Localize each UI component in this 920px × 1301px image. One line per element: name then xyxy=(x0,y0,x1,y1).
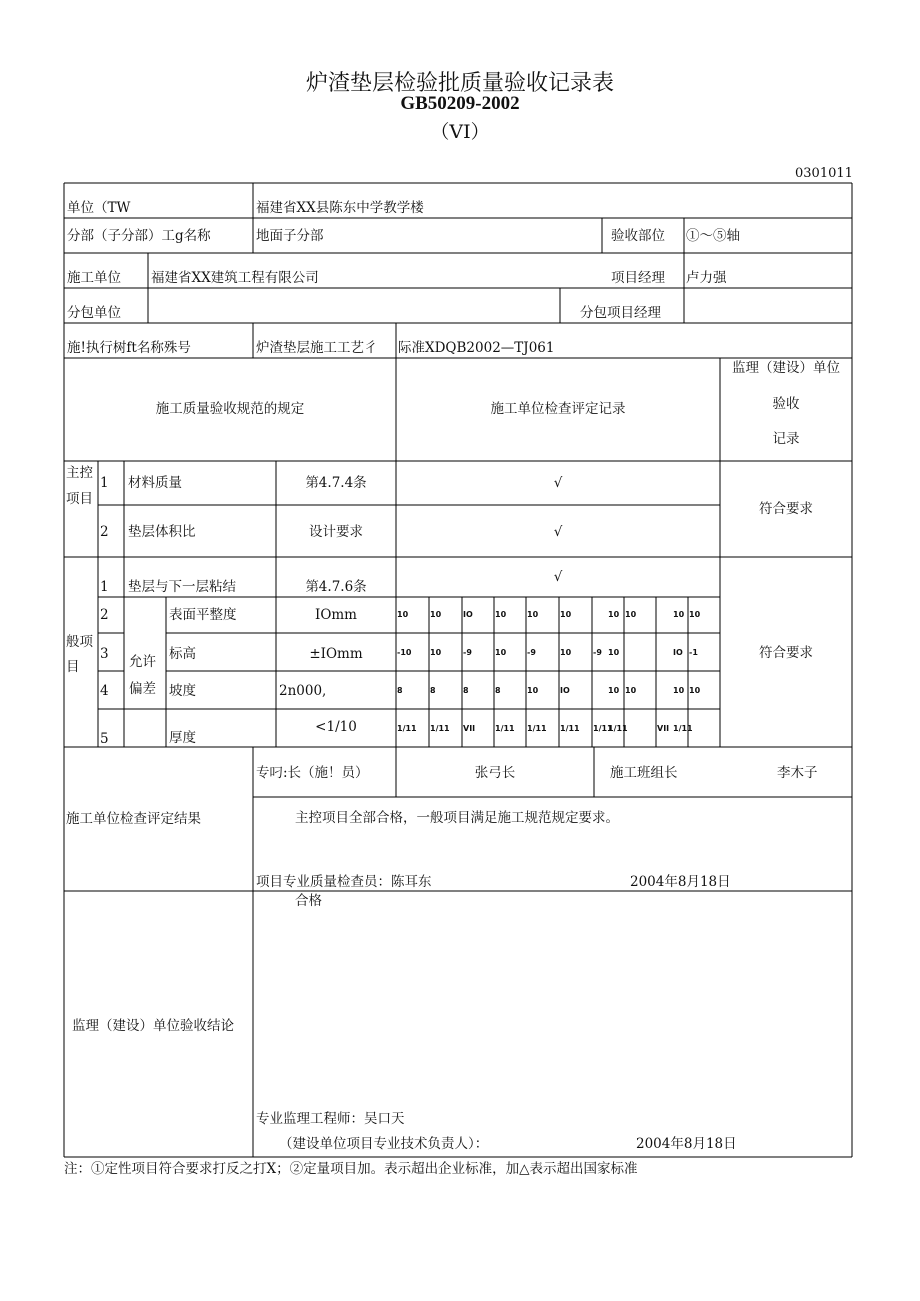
contractor-label: 施工单位 xyxy=(67,270,121,286)
deviation-value: -10 xyxy=(397,648,412,657)
deviation-value: 10 xyxy=(495,610,507,619)
general-row-no: 2 xyxy=(100,607,109,623)
main-row-record: √ xyxy=(553,475,563,491)
deviation-value: 1/11 xyxy=(397,724,417,733)
deviation-value: 1/11 xyxy=(560,724,580,733)
exec-std-value: 炉渣垫层施工工艺彳 xyxy=(256,340,378,356)
deviation-value: 10 xyxy=(430,610,442,619)
footnote: 注：①定性项目符合要求打反之打X；②定量项目加。表示超出企业标准，加△表示超出国家标准 xyxy=(64,1161,638,1177)
subcontractor-label: 分包单位 xyxy=(67,305,121,321)
foreman-label: 专叼:长（施！员） xyxy=(256,765,369,781)
general-row-name: 坡度 xyxy=(169,683,196,699)
main-row-name: 材料质量 xyxy=(128,475,182,491)
deviation-value: IO xyxy=(463,610,473,619)
deviation-value: 1/11 xyxy=(430,724,450,733)
deviation-value: 10 xyxy=(673,610,685,619)
deviation-value: 10 xyxy=(625,686,637,695)
deviation-value: 1/11 xyxy=(593,724,613,733)
deviation-value: 8 xyxy=(430,686,436,695)
deviation-value: 10 xyxy=(608,610,620,619)
deviation-value: 10 xyxy=(495,648,507,657)
sub-pm-label: 分包项目经理 xyxy=(580,305,661,321)
deviation-value: 10 xyxy=(625,610,637,619)
general-result: 符合要求 xyxy=(759,645,813,661)
deviation-value: 10 xyxy=(397,610,409,619)
allowance-label-1: 允许 xyxy=(129,654,156,670)
supervision-header-1: 监理（建设）单位 xyxy=(732,360,840,376)
general-row-no: 5 xyxy=(100,731,109,747)
deviation-value: 10 xyxy=(527,686,539,695)
general-row-name: 表面平整度 xyxy=(169,607,237,623)
deviation-value: VII xyxy=(463,724,476,733)
foreman-value: 张弓长 xyxy=(474,765,516,781)
accept-part-label: 验收部位 xyxy=(611,228,665,244)
standard-code: GB50209-2002 xyxy=(400,93,520,114)
pm-value: 卢力强 xyxy=(686,270,727,286)
deviation-value: 8 xyxy=(397,686,403,695)
contractor-comment: 主控项目全部合格，一般项目满足施工规范规定要求。 xyxy=(295,810,619,826)
exec-std-code: 际准XDQB2002—TJ061 xyxy=(398,340,555,356)
general-row-spec: IOmm xyxy=(314,607,357,623)
quality-inspector: 项目专业质量检查员：陈耳东 xyxy=(256,874,432,890)
general-row-name: 厚度 xyxy=(169,730,196,746)
deviation-value: 10 xyxy=(560,648,572,657)
team-leader-value: 李木子 xyxy=(777,765,818,781)
general-row-no: 4 xyxy=(100,683,109,699)
deviation-value: 1/11 xyxy=(608,724,628,733)
deviation-value: 1/11 xyxy=(527,724,547,733)
deviation-value: VII xyxy=(657,724,670,733)
unit-value: 福建省XX县陈东中学教学楼 xyxy=(256,200,424,216)
deviation-value: 10 xyxy=(560,610,572,619)
general-row-spec: <1/10 xyxy=(315,719,357,735)
deviation-value: 10 xyxy=(689,610,701,619)
supervision-header-2: 验收 xyxy=(772,396,800,412)
general-row-name: 垫层与下一层粘结 xyxy=(128,579,236,595)
main-result: 符合要求 xyxy=(759,501,813,517)
deviation-value: -9 xyxy=(527,648,536,657)
general-row-no: 1 xyxy=(100,579,109,595)
contractor-value: 福建省XX建筑工程有限公司 xyxy=(151,270,319,286)
record-column-header: 施工单位检查评定记录 xyxy=(490,401,626,417)
allowance-label-2: 偏差 xyxy=(129,681,156,697)
deviation-value: 10 xyxy=(673,686,685,695)
main-row-spec: 第4.7.4条 xyxy=(305,475,367,491)
deviation-value: IO xyxy=(673,648,683,657)
general-row-no: 3 xyxy=(100,646,109,662)
deviation-value: IO xyxy=(560,686,570,695)
main-row-record: √ xyxy=(553,524,563,540)
main-row-spec: 设计要求 xyxy=(309,524,363,540)
contractor-result-label: 施工单位检查评定结果 xyxy=(66,811,201,827)
deviation-value: 8 xyxy=(495,686,501,695)
general-row-spec: 2n000, xyxy=(279,683,327,699)
version-label: （VI） xyxy=(430,121,490,143)
general-row-record: √ xyxy=(553,569,563,585)
deviation-value: 1/11 xyxy=(673,724,693,733)
page-title: 炉渣垫层检验批质量验收记录表 xyxy=(305,71,614,96)
general-group-label-1: 般项 xyxy=(66,634,93,650)
deviation-value: 1/11 xyxy=(495,724,515,733)
deviation-value: 10 xyxy=(689,686,701,695)
main-row-name: 垫层体积比 xyxy=(128,524,196,540)
main-row-no: 1 xyxy=(100,475,109,491)
pm-label: 项目经理 xyxy=(611,270,665,286)
supervision-date: 2004年8月18日 xyxy=(636,1136,737,1152)
main-group-label-2: 项目 xyxy=(66,491,93,507)
deviation-value: 10 xyxy=(527,610,539,619)
team-leader-label: 施工班组长 xyxy=(610,765,678,781)
sub-project-label: 分部（子分部）工g名称 xyxy=(67,228,211,244)
main-group-label-1: 主控 xyxy=(66,465,93,481)
accept-part-value: ①～⑤轴 xyxy=(686,228,740,244)
general-row-name: 标高 xyxy=(169,646,196,662)
supervising-engineer: 专业监理工程师：吴口天 xyxy=(256,1111,405,1127)
general-row-spec: ±IOmm xyxy=(309,646,363,662)
deviation-value: -1 xyxy=(689,648,698,657)
deviation-value: -9 xyxy=(463,648,472,657)
general-group-label-2: 目 xyxy=(66,659,80,675)
deviation-value: 10 xyxy=(608,686,620,695)
main-row-no: 2 xyxy=(100,524,109,540)
exec-std-label: 施!执行树ft名称殊号 xyxy=(67,340,191,356)
supervision-comment: 合格 xyxy=(295,893,322,909)
supervision-header-3: 记录 xyxy=(772,431,800,447)
deviation-value: 8 xyxy=(463,686,469,695)
sub-project-value: 地面子分部 xyxy=(256,228,324,244)
unit-label: 单位（TW xyxy=(67,200,131,216)
form-code: 0301011 xyxy=(795,166,853,181)
supervision-result-label: 监理（建设）单位验收结论 xyxy=(72,1018,234,1034)
deviation-value: -9 xyxy=(593,648,602,657)
spec-column-header: 施工质量验收规范的规定 xyxy=(155,401,305,417)
general-row-spec: 第4.7.6条 xyxy=(305,579,367,595)
deviation-value: 10 xyxy=(608,648,620,657)
deviation-value: 10 xyxy=(430,648,442,657)
contractor-date: 2004年8月18日 xyxy=(630,874,731,890)
owner-representative: （建设单位项目专业技术负责人）： xyxy=(279,1136,489,1152)
